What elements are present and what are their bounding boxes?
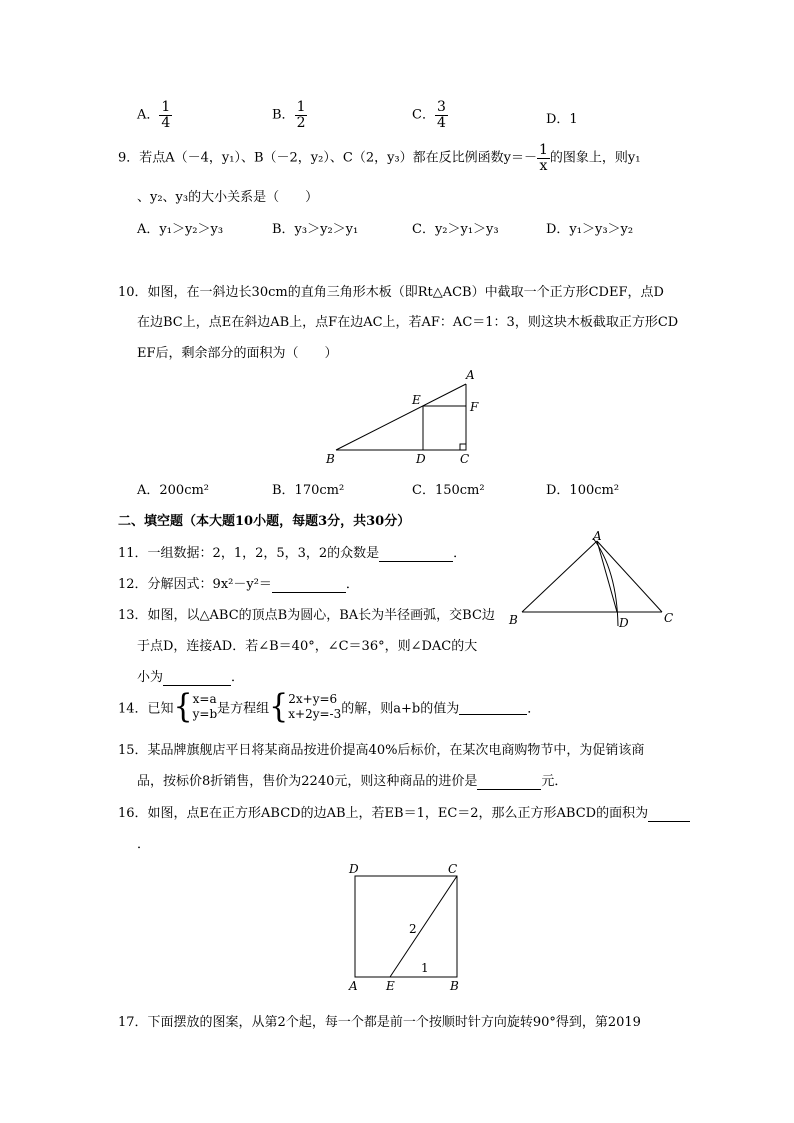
q16-square-abcd [355,876,457,977]
q9-option-b: B．y₃＞y₂＞y₁ [272,222,359,237]
q13-triangle-figure [505,530,685,632]
q16-label-a: A [349,979,358,993]
q10-label-c: C [460,452,470,466]
q8-option-b-fraction: $\frac{1}{2}$ [296,99,306,131]
q10-option-a: A．200cm² [137,483,210,498]
q10-option-b: B．170cm² [272,483,345,498]
q13-line3: 小为 ． [137,670,245,685]
q13-line1: 13．如图，以△ABC的顶点B为圆心，BA长为半径画弧，交BC边 [118,608,495,623]
q9-option-c: C．y₂＞y₁＞y₃ [412,222,499,237]
q14-left-brace-1: { [173,687,193,726]
q10-option-c: C．150cm² [412,483,485,498]
q11-answer-blank[interactable] [379,546,453,562]
q15-answer-blank[interactable] [477,774,541,790]
q10-line3: EF后，剩余部分的面积为（ ） [137,346,338,361]
q9-fraction: $\frac{1}{x}$ [538,142,548,174]
q13-label-a: A [593,530,602,543]
q16-line2: ． [137,837,151,852]
q14-equation-system: 2x+y=6 x+2y=-3 [288,692,342,721]
q10-label-b: B [326,452,335,466]
q16-line1: 16．如图，点E在正方形ABCD的边AB上，若EB＝1，EC＝2，那么正方形ABCD的面积为 [118,802,690,822]
q8-option-b: B． $\frac{1}{2}$ [272,99,306,131]
q11: 11．一组数据：2，1，2，5，3，2的众数是 ． [118,546,467,561]
q10-right-angle-mark [460,444,466,450]
q14: 14．已知{ x=a y=b 是方程组{ 2x+y=6 x+2y=-3 的解，则a+b的值为 ． [118,687,541,726]
q14-conditions: x=a y=b [192,692,218,721]
q17-line1: 17．下面摆放的图案，从第2个起，每一个都是前一个按顺时针方向旋转90°得到，第2019 [118,1015,641,1030]
q8-option-c: C． $\frac{3}{4}$ [412,99,446,131]
q13-answer-blank[interactable] [163,670,231,686]
q10-triangle-figure [320,364,490,470]
q16-label-b: B [450,979,459,993]
q15-line1: 15．某品牌旗舰店平日将某商品按进价提高40%后标价，在某次电商购物节中，为促销该商 [118,743,645,758]
q9-option-d: D．y₁＞y₃＞y₂ [546,222,634,237]
q14-left-brace-2: { [269,687,289,726]
q16-label-c: C [448,862,458,876]
q13-arc [593,538,618,626]
q10-line2: 在边BC上，点E在斜边AB上，点F在边AC上，若AF：AC＝1：3，则这块木板截取正方形CD [137,315,679,330]
q16-label-d: D [349,862,359,876]
section-fill-in-heading: 二、填空题（本大题10小题，每题3分，共30分） [118,514,411,529]
q10-label-a: A [466,368,475,382]
q15-line2: 品，按标价8折销售，售价为2240元，则这种商品的进价是 元． [137,774,568,789]
q16-square-figure [345,858,470,994]
q9-line2: 、y₂、y₃的大小关系是（ ） [137,190,319,205]
q12: 12．分解因式：9x²－y²＝ ． [118,577,359,592]
q10-label-f: F [470,400,479,414]
q8-option-a-fraction: $\frac{1}{4}$ [161,99,171,131]
q13-side-ab [522,541,597,612]
q14-answer-blank[interactable] [459,699,527,715]
q12-answer-blank[interactable] [272,577,346,593]
q16-label-e: E [386,979,395,993]
q13-label-c: C [664,611,674,625]
q10-side-ab [336,384,466,450]
q8-option-d: D．1 [546,112,578,127]
q13-label-b: B [509,613,518,627]
q9-line1: 9．若点A（－4，y₁）、B（－2，y₂）、C（2，y₃）都在反比例函数y＝－ $\frac{1}{x}$ 的图象上，则y₁ [118,142,641,174]
q16-label-eb-length: 1 [421,961,429,975]
q13-label-d: D [619,616,629,630]
q10-line1: 10．如图，在一斜边长30cm的直角三角形木板（即Rt△ACB）中截取一个正方形CDEF，点D [118,285,664,300]
q10-option-d: D．100cm² [546,483,620,498]
q16-answer-blank[interactable] [648,806,690,822]
q16-label-ec-length: 2 [409,922,417,936]
q8-option-c-fraction: $\frac{3}{4}$ [436,99,446,131]
q13-line2: 于点D，连接AD．若∠B＝40°，∠C＝36°，则∠DAC的大 [137,639,478,654]
q10-label-e: E [412,393,421,407]
q8-option-a: A． $\frac{1}{4}$ [137,99,171,131]
q10-label-d: D [416,452,426,466]
q9-option-a: A．y₁＞y₂＞y₃ [137,222,224,237]
